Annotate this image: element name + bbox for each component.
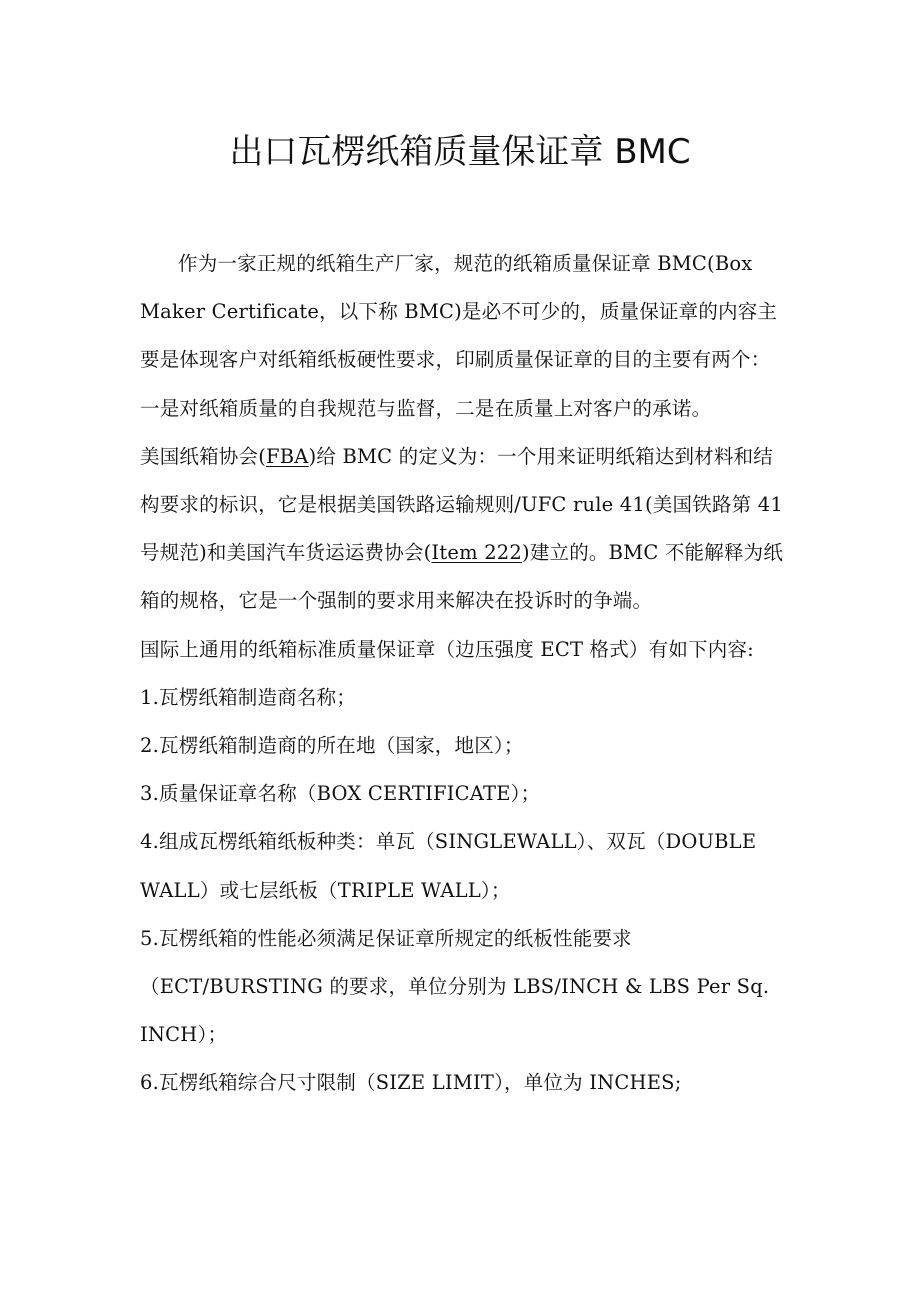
fba-link[interactable]: FBA	[266, 444, 309, 468]
definition-paragraph	[140, 433, 790, 626]
item-222-link[interactable]: Item 222	[431, 541, 523, 565]
intro-paragraph: 作为一家正规的纸箱生产厂家，规范的纸箱质量保证章 BMC(Box Maker Certificate，以下称 BMC)是必不可少的，质量保证章的内容主要是体现客户对纸箱纸板硬性要求，印刷质量保证章的目的主要有两个：一是对纸箱质量的自我规范与监督，二是在质量上对客户的承诺。	[140, 252, 778, 420]
page-title: 出口瓦楞纸箱质量保证章 BMC	[229, 132, 691, 172]
definition-text-after: )建立的。BMC 不能解释为纸箱的规格，它是一个强制的要求用来解决在投诉时的争端。	[140, 541, 784, 613]
list-item: 1.瓦楞纸箱制造商名称；	[140, 685, 357, 709]
list-item: 6.瓦楞纸箱综合尺寸限制（SIZE LIMIT），单位为 INCHES;	[140, 1071, 682, 1095]
list-item: 5.瓦楞纸箱的性能必须满足保证章所规定的纸板性能要求（ECT/BURSTING 的要求，单位分别为 LBS/INCH & LBS Per Sq. INCH）；	[140, 926, 770, 1047]
document-body	[140, 240, 790, 1108]
list-item: 2.瓦楞纸箱制造商的所在地（国家，地区）；	[140, 734, 524, 758]
definition-text-before: 美国纸箱协会(	[140, 444, 267, 468]
standard-intro: 国际上通用的纸箱标准质量保证章（边压强度 ECT 格式）有如下内容:	[140, 637, 754, 661]
definition-text-middle: )给 BMC 的定义为：一个用来证明纸箱达到材料和结构要求的标识，它是根据美国铁路运输规则/UFC rule 41(美国铁路第 41 号规范)和美国汽车货运运费协会(	[140, 444, 783, 565]
list-item: 4.组成瓦楞纸箱纸板种类：单瓦（SINGLEWALL）、双瓦（DOUBLE WALL）或七层纸板（TRIPLE WALL）；	[140, 830, 757, 902]
list-item: 3.质量保证章名称（BOX CERTIFICATE）；	[140, 782, 541, 806]
